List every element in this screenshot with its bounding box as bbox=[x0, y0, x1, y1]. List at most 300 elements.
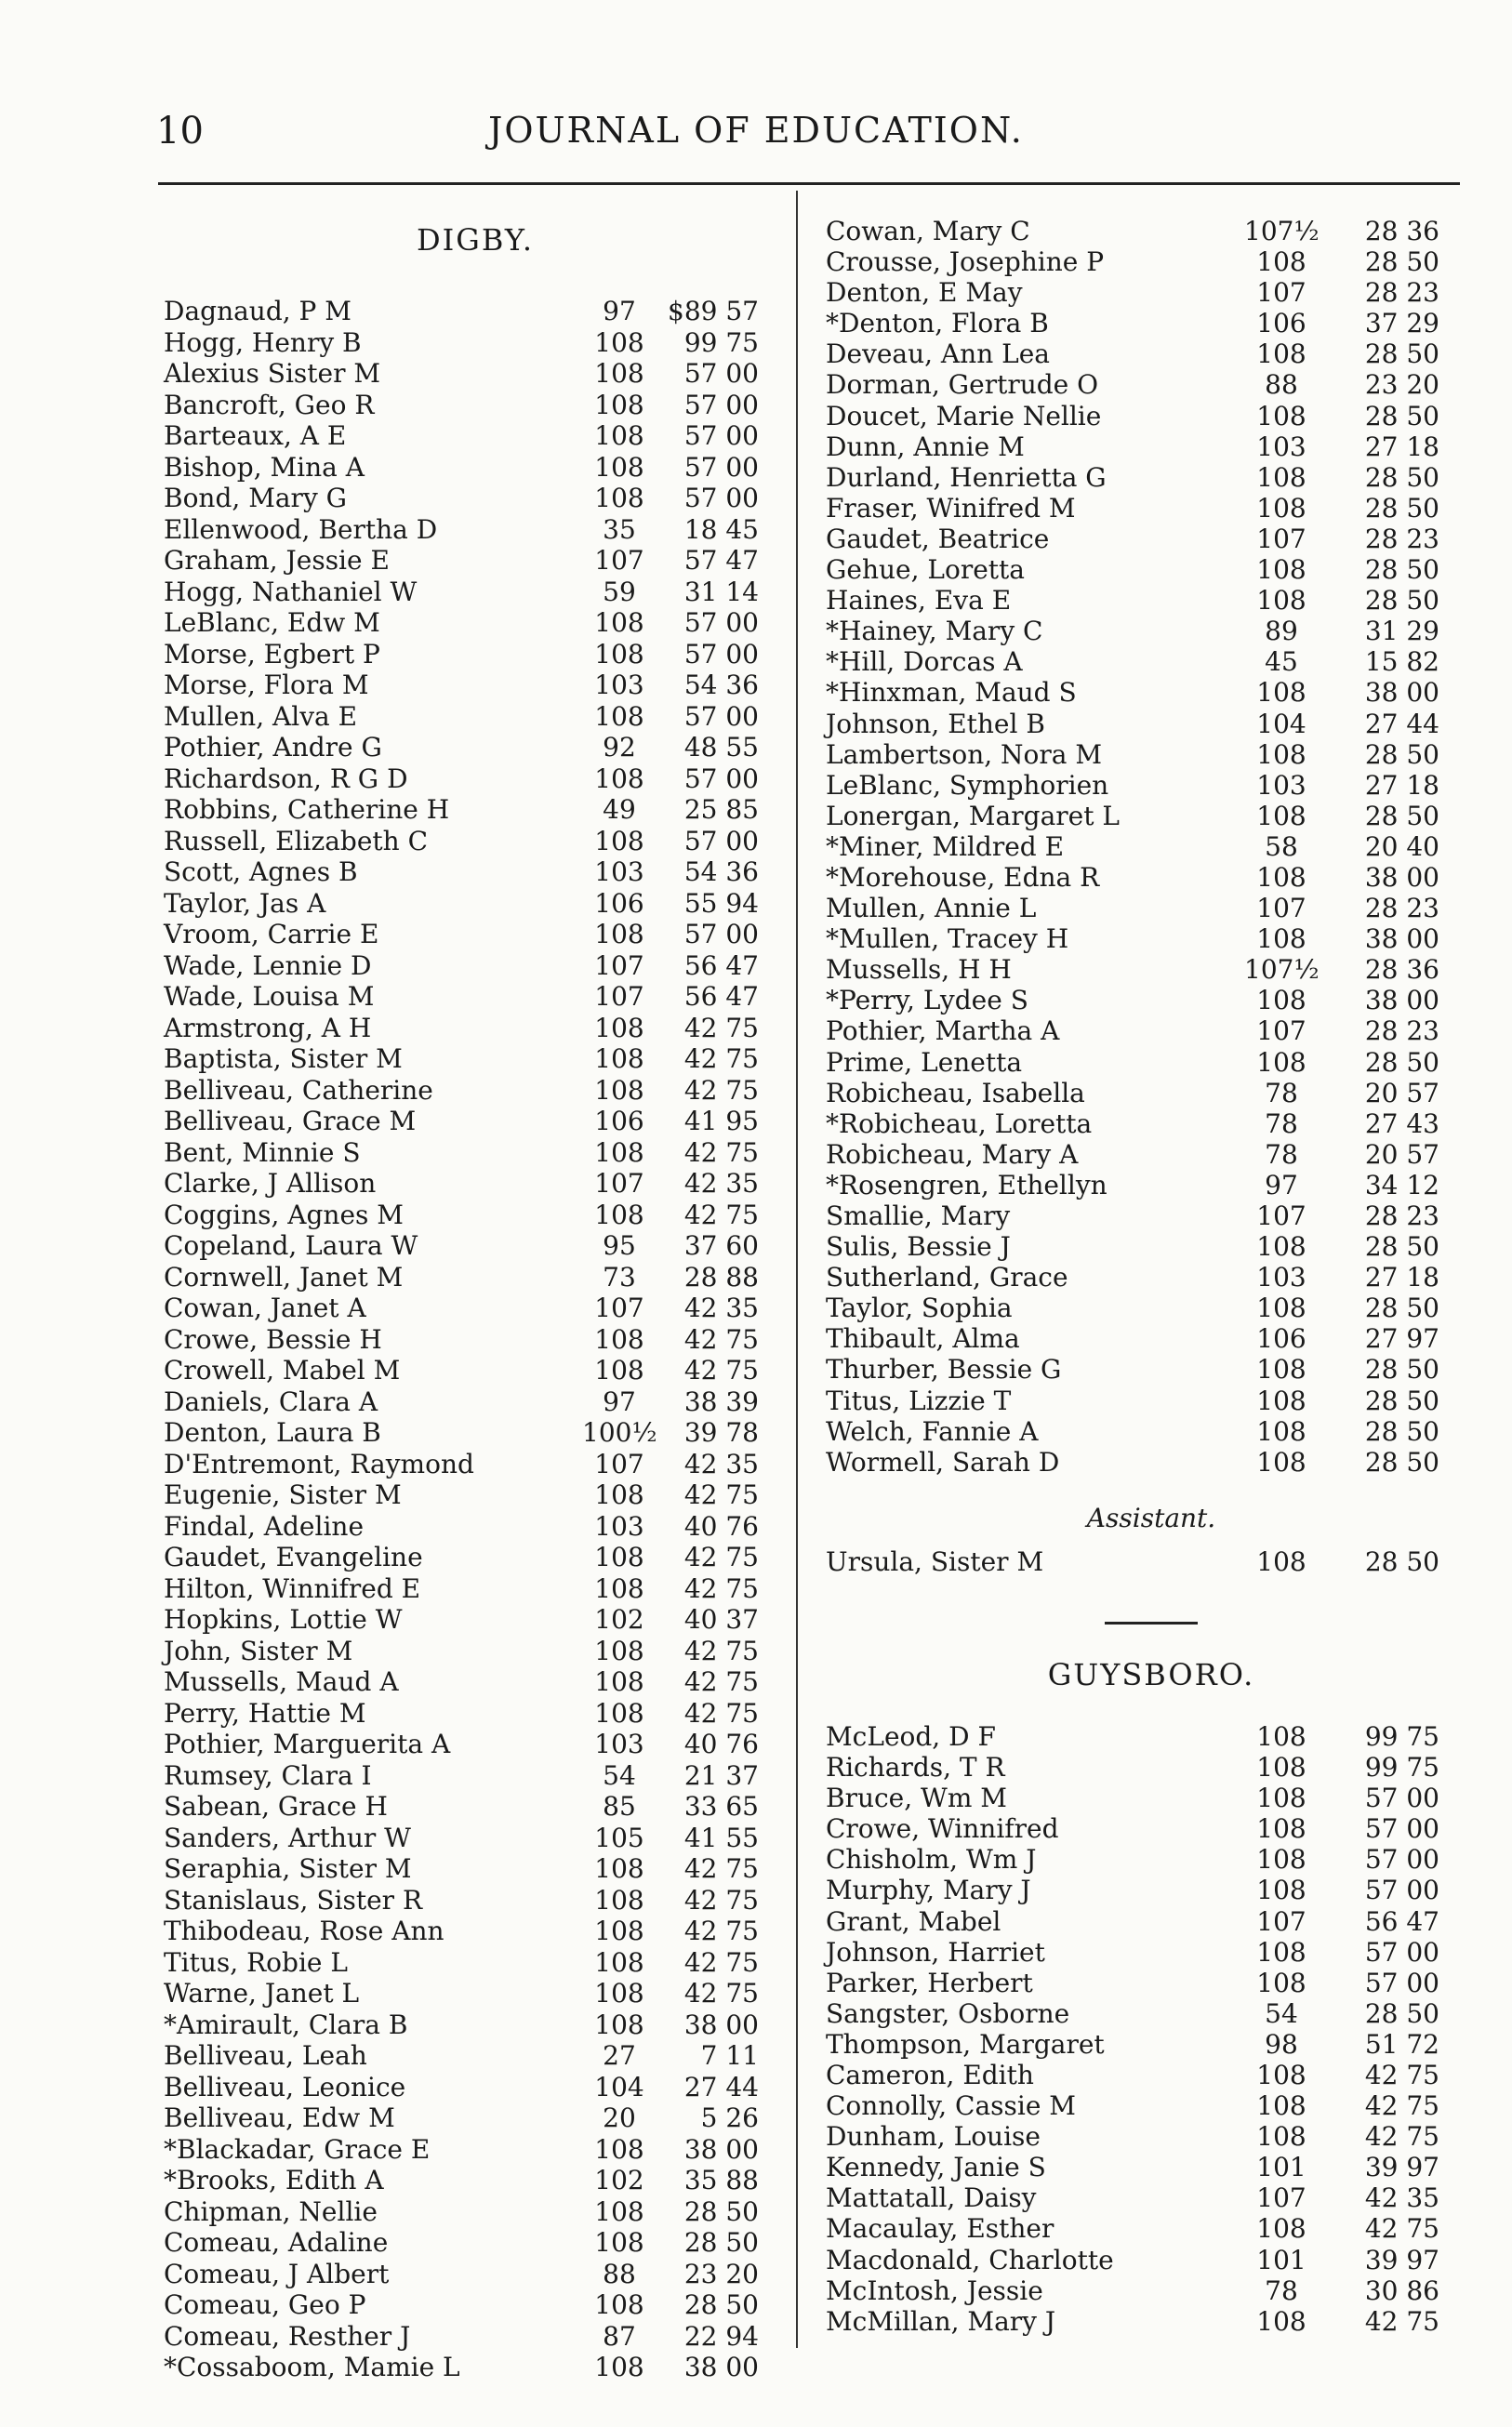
table-row bbox=[164, 794, 787, 826]
grant-amount: 57 00 bbox=[683, 389, 759, 420]
table-row bbox=[826, 1546, 1477, 1577]
teacher-name: Cameron, Edith bbox=[826, 2059, 1034, 2090]
teacher-name: Thibodeau, Rose Ann bbox=[164, 1916, 444, 1946]
grant-amount: 42 75 bbox=[683, 1666, 759, 1697]
days-taught: 104 bbox=[594, 2071, 644, 2102]
table-row bbox=[164, 1511, 787, 1543]
days-taught: 45 bbox=[1265, 646, 1298, 678]
grant-amount: 42 75 bbox=[683, 1697, 759, 1729]
teacher-name: Taylor, Sophia bbox=[826, 1293, 1013, 1324]
table-row bbox=[164, 2040, 787, 2072]
table-row bbox=[826, 277, 1477, 308]
grant-amount: 27 18 bbox=[1364, 431, 1439, 462]
teacher-name: Bancroft, Geo R bbox=[164, 389, 375, 420]
days-taught: 58 bbox=[1265, 830, 1298, 862]
days-taught: 106 bbox=[1256, 308, 1306, 339]
grant-amount: 28 50 bbox=[1364, 1385, 1439, 1416]
days-taught: 108 bbox=[594, 1946, 644, 1978]
days-taught: 78 bbox=[1265, 1107, 1298, 1139]
grant-amount: 57 47 bbox=[683, 545, 759, 576]
days-taught: 108 bbox=[594, 1074, 644, 1106]
table-row bbox=[826, 1752, 1477, 1783]
teacher-name: Pothier, Marguerita A bbox=[164, 1729, 451, 1759]
grant-amount: 57 00 bbox=[1364, 1813, 1439, 1845]
days-taught: 108 bbox=[594, 2133, 644, 2165]
grant-amount: 42 75 bbox=[683, 1853, 759, 1884]
days-taught: 108 bbox=[594, 1635, 644, 1666]
table-row bbox=[826, 1170, 1477, 1200]
grant-amount: 42 75 bbox=[1364, 2090, 1439, 2122]
days-taught: 108 bbox=[594, 1978, 644, 2009]
days-taught: 108 bbox=[594, 825, 644, 856]
days-taught: 108 bbox=[1256, 1875, 1306, 1906]
grant-amount: 20 57 bbox=[1364, 1077, 1439, 1108]
teacher-name: Cowan, Janet A bbox=[164, 1293, 366, 1323]
grant-amount: 40 76 bbox=[683, 1729, 759, 1759]
grant-amount: 28 50 bbox=[1364, 1997, 1439, 2029]
grant-amount: 27 97 bbox=[1364, 1323, 1439, 1355]
grant-amount: 21 37 bbox=[683, 1759, 759, 1791]
teacher-name: Bond, Mary G bbox=[164, 483, 348, 513]
grant-amount: 99 75 bbox=[1364, 1720, 1439, 1752]
table-row bbox=[164, 1168, 787, 1200]
grant-amount: 27 44 bbox=[1364, 708, 1439, 739]
days-taught: 101 bbox=[1256, 2152, 1306, 2183]
grant-amount: 28 36 bbox=[1364, 216, 1439, 246]
teacher-name: Armstrong, A H bbox=[164, 1012, 372, 1043]
days-taught: 108 bbox=[1256, 2121, 1306, 2153]
grant-amount: 42 75 bbox=[683, 1542, 759, 1572]
teacher-name: Wade, Lennie D bbox=[164, 949, 372, 981]
teacher-name: Belliveau, Catherine bbox=[164, 1074, 433, 1106]
grant-amount: 42 35 bbox=[683, 1448, 759, 1479]
teacher-name: Copeland, Laura W bbox=[164, 1230, 418, 1261]
grant-amount: 28 50 bbox=[1364, 1293, 1439, 1324]
grant-amount: 38 00 bbox=[1364, 985, 1439, 1016]
teacher-name: *Cossaboom, Mamie L bbox=[164, 2352, 460, 2382]
teacher-name: Johnson, Harriet bbox=[826, 1936, 1045, 1968]
teacher-name: Hogg, Nathaniel W bbox=[164, 576, 418, 607]
grant-amount: 38 00 bbox=[683, 2133, 759, 2165]
grant-amount: 25 85 bbox=[683, 794, 759, 825]
table-row bbox=[826, 369, 1477, 400]
grant-amount: 33 65 bbox=[683, 1791, 759, 1822]
table-row bbox=[826, 985, 1477, 1015]
teacher-name: Russell, Elizabeth C bbox=[164, 825, 429, 856]
days-taught: 108 bbox=[1256, 861, 1306, 893]
teacher-name: Macdonald, Charlotte bbox=[826, 2244, 1114, 2275]
table-row bbox=[164, 296, 787, 327]
table-row bbox=[164, 514, 787, 546]
teacher-name: Robicheau, Isabella bbox=[826, 1077, 1085, 1108]
teacher-name: Cowan, Mary C bbox=[826, 216, 1030, 246]
teacher-name: Thompson, Margaret bbox=[826, 2028, 1105, 2060]
teacher-name: Warne, Janet L bbox=[164, 1978, 360, 2009]
days-taught: 108 bbox=[1256, 677, 1306, 709]
teacher-name: Baptista, Sister M bbox=[164, 1043, 403, 1074]
grant-amount: 27 43 bbox=[1364, 1107, 1439, 1139]
teacher-name: Dagnaud, P M bbox=[164, 296, 351, 326]
days-taught: 108 bbox=[594, 638, 644, 670]
days-taught: 108 bbox=[594, 2227, 644, 2258]
days-taught: 78 bbox=[1265, 1077, 1298, 1108]
days-taught: 54 bbox=[1265, 1997, 1298, 2029]
grant-amount: 28 50 bbox=[1364, 1354, 1439, 1386]
days-taught: 107 bbox=[594, 981, 644, 1012]
days-taught: 108 bbox=[594, 2352, 644, 2382]
days-taught: 107 bbox=[1256, 2182, 1306, 2214]
days-taught: 108 bbox=[594, 1572, 644, 1604]
days-taught: 89 bbox=[1265, 616, 1298, 647]
days-taught: 108 bbox=[594, 1916, 644, 1946]
grant-amount: 27 44 bbox=[683, 2071, 759, 2102]
grant-amount: 28 88 bbox=[683, 1261, 759, 1293]
table-row bbox=[164, 1137, 787, 1169]
grant-amount: 27 18 bbox=[1364, 1262, 1439, 1293]
table-row bbox=[164, 1075, 787, 1107]
table-row bbox=[164, 701, 787, 733]
grant-amount: 42 75 bbox=[683, 1043, 759, 1074]
teacher-name: Lambertson, Nora M bbox=[826, 738, 1103, 770]
table-row bbox=[164, 1885, 787, 1916]
teacher-name: Rumsey, Clara I bbox=[164, 1759, 372, 1791]
days-taught: 107 bbox=[1256, 277, 1306, 309]
teacher-name: Richards, T R bbox=[826, 1752, 1005, 1784]
days-taught: 108 bbox=[594, 919, 644, 949]
table-row bbox=[164, 607, 787, 639]
days-taught: 108 bbox=[1256, 461, 1306, 493]
assistant-table bbox=[826, 1546, 1477, 1577]
teacher-name: Clarke, J Allison bbox=[164, 1168, 377, 1199]
grant-amount: 42 75 bbox=[683, 1199, 759, 1230]
days-taught: 108 bbox=[594, 1323, 644, 1355]
days-taught: 104 bbox=[1256, 708, 1306, 739]
days-taught: 108 bbox=[1256, 1446, 1306, 1478]
teacher-name: Chipman, Nellie bbox=[164, 2195, 378, 2227]
grant-amount: 57 00 bbox=[683, 451, 759, 483]
days-taught: 78 bbox=[1265, 1138, 1298, 1170]
table-row bbox=[826, 401, 1477, 431]
table-row bbox=[826, 616, 1477, 646]
table-row bbox=[826, 462, 1477, 493]
table-row bbox=[826, 1047, 1477, 1078]
table-row bbox=[826, 524, 1477, 554]
days-taught: 108 bbox=[1256, 1783, 1306, 1814]
teacher-name: Titus, Lizzie T bbox=[826, 1385, 1012, 1416]
days-taught: 108 bbox=[594, 1012, 644, 1043]
table-row bbox=[826, 246, 1477, 277]
table-row bbox=[164, 732, 787, 763]
days-taught: 102 bbox=[594, 2165, 644, 2195]
table-row bbox=[826, 1139, 1477, 1170]
days-taught: 108 bbox=[594, 1542, 644, 1572]
teacher-name: *Miner, Mildred E bbox=[826, 830, 1065, 862]
days-taught: 27 bbox=[603, 2040, 636, 2071]
grant-amount: 40 76 bbox=[683, 1510, 759, 1542]
days-taught: 108 bbox=[594, 389, 644, 420]
grant-amount: 18 45 bbox=[683, 513, 759, 545]
table-row bbox=[826, 1262, 1477, 1293]
teacher-name: Lonergan, Margaret L bbox=[826, 800, 1120, 831]
table-row bbox=[826, 2213, 1477, 2244]
page-number: 10 bbox=[156, 110, 204, 153]
grant-amount: 42 75 bbox=[683, 1136, 759, 1168]
table-row bbox=[826, 739, 1477, 770]
teacher-name: Crowell, Mabel M bbox=[164, 1355, 401, 1386]
table-row bbox=[164, 1636, 787, 1667]
teacher-name: Sabean, Grace H bbox=[164, 1791, 388, 1822]
days-taught: 108 bbox=[1256, 1354, 1306, 1386]
grant-amount: 28 50 bbox=[1364, 246, 1439, 278]
table-row bbox=[164, 1479, 787, 1511]
days-taught: 108 bbox=[1256, 1545, 1306, 1577]
table-row bbox=[164, 1417, 787, 1449]
table-row bbox=[164, 826, 787, 857]
grant-amount: 28 50 bbox=[1364, 585, 1439, 617]
grant-amount: 54 36 bbox=[683, 670, 759, 700]
table-row bbox=[164, 1573, 787, 1605]
grant-amount: 56 47 bbox=[1364, 1905, 1439, 1937]
section-divider-rule bbox=[1105, 1622, 1198, 1625]
grant-amount: 34 12 bbox=[1364, 1169, 1439, 1200]
teacher-name: Ellenwood, Bertha D bbox=[164, 513, 438, 545]
days-taught: 108 bbox=[594, 451, 644, 483]
days-taught: 107 bbox=[1256, 1905, 1306, 1937]
table-row bbox=[826, 308, 1477, 338]
teacher-name: Belliveau, Edw M bbox=[164, 2102, 395, 2133]
table-row bbox=[164, 981, 787, 1013]
teacher-name: Welch, Fannie A bbox=[826, 1415, 1039, 1447]
teacher-name: Barteaux, A E bbox=[164, 420, 347, 451]
table-row bbox=[164, 1853, 787, 1885]
days-taught: 108 bbox=[1256, 338, 1306, 370]
days-taught: 107 bbox=[594, 545, 644, 576]
teacher-name: Comeau, Adaline bbox=[164, 2227, 389, 2258]
table-row bbox=[826, 554, 1477, 585]
table-row bbox=[826, 2029, 1477, 2060]
grant-amount: 56 47 bbox=[683, 949, 759, 981]
teacher-name: Eugenie, Sister M bbox=[164, 1479, 402, 1510]
grant-amount: 28 23 bbox=[1364, 277, 1439, 309]
grant-amount: 5 26 bbox=[700, 2102, 759, 2133]
days-taught: 108 bbox=[1256, 2059, 1306, 2090]
grant-amount: 55 94 bbox=[683, 887, 759, 919]
grant-amount: 28 23 bbox=[1364, 1200, 1439, 1231]
teacher-name: Mullen, Alva E bbox=[164, 700, 358, 732]
table-row bbox=[826, 1906, 1477, 1937]
grant-amount: 42 75 bbox=[683, 1323, 759, 1355]
grant-amount: 42 75 bbox=[1364, 2059, 1439, 2090]
days-taught: 88 bbox=[1265, 369, 1298, 401]
days-taught: 103 bbox=[594, 856, 644, 887]
teacher-name: Vroom, Carrie E bbox=[164, 919, 379, 949]
grant-amount: 38 39 bbox=[683, 1386, 759, 1417]
days-taught: 78 bbox=[1265, 2274, 1298, 2306]
teacher-name: Chisholm, Wm J bbox=[826, 1844, 1037, 1876]
page-header bbox=[0, 110, 1512, 166]
table-row bbox=[826, 2121, 1477, 2152]
assistant-subheading: Assistant. bbox=[1086, 1502, 1216, 1533]
table-row bbox=[826, 2182, 1477, 2213]
days-taught: 107 bbox=[594, 1448, 644, 1479]
grant-amount: 23 20 bbox=[683, 2258, 759, 2289]
teacher-name: Coggins, Agnes M bbox=[164, 1199, 404, 1230]
days-taught: 107½ bbox=[1244, 216, 1320, 246]
grant-amount: 38 00 bbox=[683, 2009, 759, 2040]
table-row bbox=[164, 2102, 787, 2134]
teacher-name: Denton, E May bbox=[826, 277, 1023, 309]
grant-amount: 56 47 bbox=[683, 981, 759, 1012]
days-taught: 101 bbox=[1256, 2244, 1306, 2275]
teacher-name: Denton, Laura B bbox=[164, 1417, 381, 1448]
grant-amount: 54 36 bbox=[683, 856, 759, 887]
days-taught: 107 bbox=[594, 949, 644, 981]
table-row bbox=[164, 2009, 787, 2041]
table-row bbox=[164, 2165, 787, 2196]
teacher-name: *Denton, Flora B bbox=[826, 308, 1049, 339]
days-taught: 108 bbox=[594, 1884, 644, 1916]
teacher-name: Doucet, Marie Nellie bbox=[826, 400, 1102, 431]
table-row bbox=[826, 1875, 1477, 1905]
days-taught: 87 bbox=[603, 2320, 636, 2352]
table-row bbox=[826, 1998, 1477, 2029]
grant-amount: 57 00 bbox=[1364, 1783, 1439, 1814]
grant-amount: 51 72 bbox=[1364, 2028, 1439, 2060]
digby-table bbox=[164, 296, 787, 2383]
days-taught: 108 bbox=[594, 358, 644, 389]
grant-amount: 57 00 bbox=[1364, 1844, 1439, 1876]
table-row bbox=[164, 1666, 787, 1698]
days-taught: 103 bbox=[1256, 431, 1306, 462]
table-row bbox=[826, 1968, 1477, 1998]
grant-amount: 42 75 bbox=[683, 1946, 759, 1978]
teacher-name: *Brooks, Edith A bbox=[164, 2165, 384, 2195]
table-row bbox=[826, 770, 1477, 801]
table-row bbox=[164, 2352, 787, 2383]
days-taught: 108 bbox=[1256, 738, 1306, 770]
teacher-name: Murphy, Mary J bbox=[826, 1875, 1031, 1906]
table-row bbox=[164, 452, 787, 484]
grant-amount: 42 75 bbox=[1364, 2121, 1439, 2153]
days-taught: 108 bbox=[594, 1666, 644, 1697]
grant-amount: 38 00 bbox=[1364, 923, 1439, 955]
table-row bbox=[826, 646, 1477, 677]
table-row bbox=[826, 1844, 1477, 1875]
grant-amount: 38 00 bbox=[1364, 677, 1439, 709]
grant-amount: 42 75 bbox=[683, 1635, 759, 1666]
teacher-name: Bent, Minnie S bbox=[164, 1136, 361, 1168]
days-taught: 108 bbox=[1256, 1231, 1306, 1263]
table-row bbox=[826, 1323, 1477, 1354]
table-row bbox=[826, 862, 1477, 893]
days-taught: 88 bbox=[603, 2258, 636, 2289]
grant-amount: 57 00 bbox=[683, 483, 759, 513]
grant-amount: 28 50 bbox=[1364, 1415, 1439, 1447]
table-row bbox=[826, 1416, 1477, 1447]
days-taught: 108 bbox=[1256, 1385, 1306, 1416]
days-taught: 108 bbox=[1256, 2213, 1306, 2245]
teacher-name: Prime, Lenetta bbox=[826, 1046, 1023, 1078]
section-title-guysboro: GUYSBORO. bbox=[1047, 1656, 1255, 1692]
days-taught: 107 bbox=[594, 1168, 644, 1199]
days-taught: 108 bbox=[1256, 1844, 1306, 1876]
days-taught: 108 bbox=[594, 483, 644, 513]
days-taught: 108 bbox=[594, 1136, 644, 1168]
teacher-name: *Hainey, Mary C bbox=[826, 616, 1043, 647]
table-row bbox=[164, 1916, 787, 1947]
grant-amount: 39 97 bbox=[1364, 2152, 1439, 2183]
days-taught: 35 bbox=[603, 513, 636, 545]
table-row bbox=[826, 2090, 1477, 2121]
table-row bbox=[164, 1791, 787, 1823]
days-taught: 108 bbox=[1256, 800, 1306, 831]
grant-amount: 20 40 bbox=[1364, 830, 1439, 862]
table-row bbox=[826, 801, 1477, 831]
table-row bbox=[826, 216, 1477, 246]
table-row bbox=[826, 2245, 1477, 2275]
teacher-name: Belliveau, Leonice bbox=[164, 2071, 406, 2102]
days-taught: 108 bbox=[594, 1697, 644, 1729]
table-row bbox=[826, 1813, 1477, 1844]
teacher-name: Parker, Herbert bbox=[826, 1967, 1033, 1998]
table-row bbox=[164, 2134, 787, 2166]
teacher-name: Pothier, Andre G bbox=[164, 732, 382, 763]
days-taught: 103 bbox=[1256, 769, 1306, 801]
table-row bbox=[164, 2196, 787, 2228]
header-rule bbox=[158, 182, 1460, 185]
right-column bbox=[826, 216, 1477, 2337]
grant-amount: 37 29 bbox=[1364, 308, 1439, 339]
table-row bbox=[164, 545, 787, 577]
teacher-name: *Amirault, Clara B bbox=[164, 2009, 408, 2040]
teacher-name: Pothier, Martha A bbox=[826, 1015, 1060, 1047]
table-row bbox=[826, 1231, 1477, 1262]
teacher-name: Crowe, Bessie H bbox=[164, 1323, 382, 1355]
teacher-name: Thibault, Alma bbox=[826, 1323, 1020, 1355]
table-row bbox=[826, 1447, 1477, 1478]
days-taught: 106 bbox=[1256, 1323, 1306, 1355]
teacher-name: LeBlanc, Edw M bbox=[164, 607, 380, 638]
teacher-name: John, Sister M bbox=[164, 1635, 353, 1666]
days-taught: 108 bbox=[1256, 1415, 1306, 1447]
teacher-name: Fraser, Winifred M bbox=[826, 492, 1076, 524]
teacher-name: Wormell, Sarah D bbox=[826, 1446, 1060, 1478]
grant-amount: 42 75 bbox=[683, 1074, 759, 1106]
grant-amount: 57 00 bbox=[683, 919, 759, 949]
days-taught: 108 bbox=[594, 326, 644, 358]
table-row bbox=[826, 2152, 1477, 2182]
days-taught: 103 bbox=[1256, 1262, 1306, 1293]
days-taught: 102 bbox=[594, 1604, 644, 1635]
grant-amount: 20 57 bbox=[1364, 1138, 1439, 1170]
days-taught: 103 bbox=[594, 670, 644, 700]
table-row bbox=[826, 2306, 1477, 2337]
grant-amount: 42 75 bbox=[683, 1572, 759, 1604]
teacher-name: Morse, Egbert P bbox=[164, 638, 380, 670]
teacher-name: Cornwell, Janet M bbox=[164, 1261, 404, 1293]
guysboro-table bbox=[826, 1721, 1477, 2337]
grant-amount: 31 29 bbox=[1364, 616, 1439, 647]
days-taught: 108 bbox=[1256, 1293, 1306, 1324]
grant-amount: 27 18 bbox=[1364, 769, 1439, 801]
grant-amount: 28 23 bbox=[1364, 893, 1439, 924]
days-taught: 108 bbox=[1256, 2090, 1306, 2122]
table-row bbox=[164, 420, 787, 452]
days-taught: 54 bbox=[603, 1759, 636, 1791]
teacher-name: *Rosengren, Ethellyn bbox=[826, 1169, 1107, 1200]
grant-amount: 99 75 bbox=[683, 326, 759, 358]
grant-amount: 42 35 bbox=[1364, 2182, 1439, 2214]
